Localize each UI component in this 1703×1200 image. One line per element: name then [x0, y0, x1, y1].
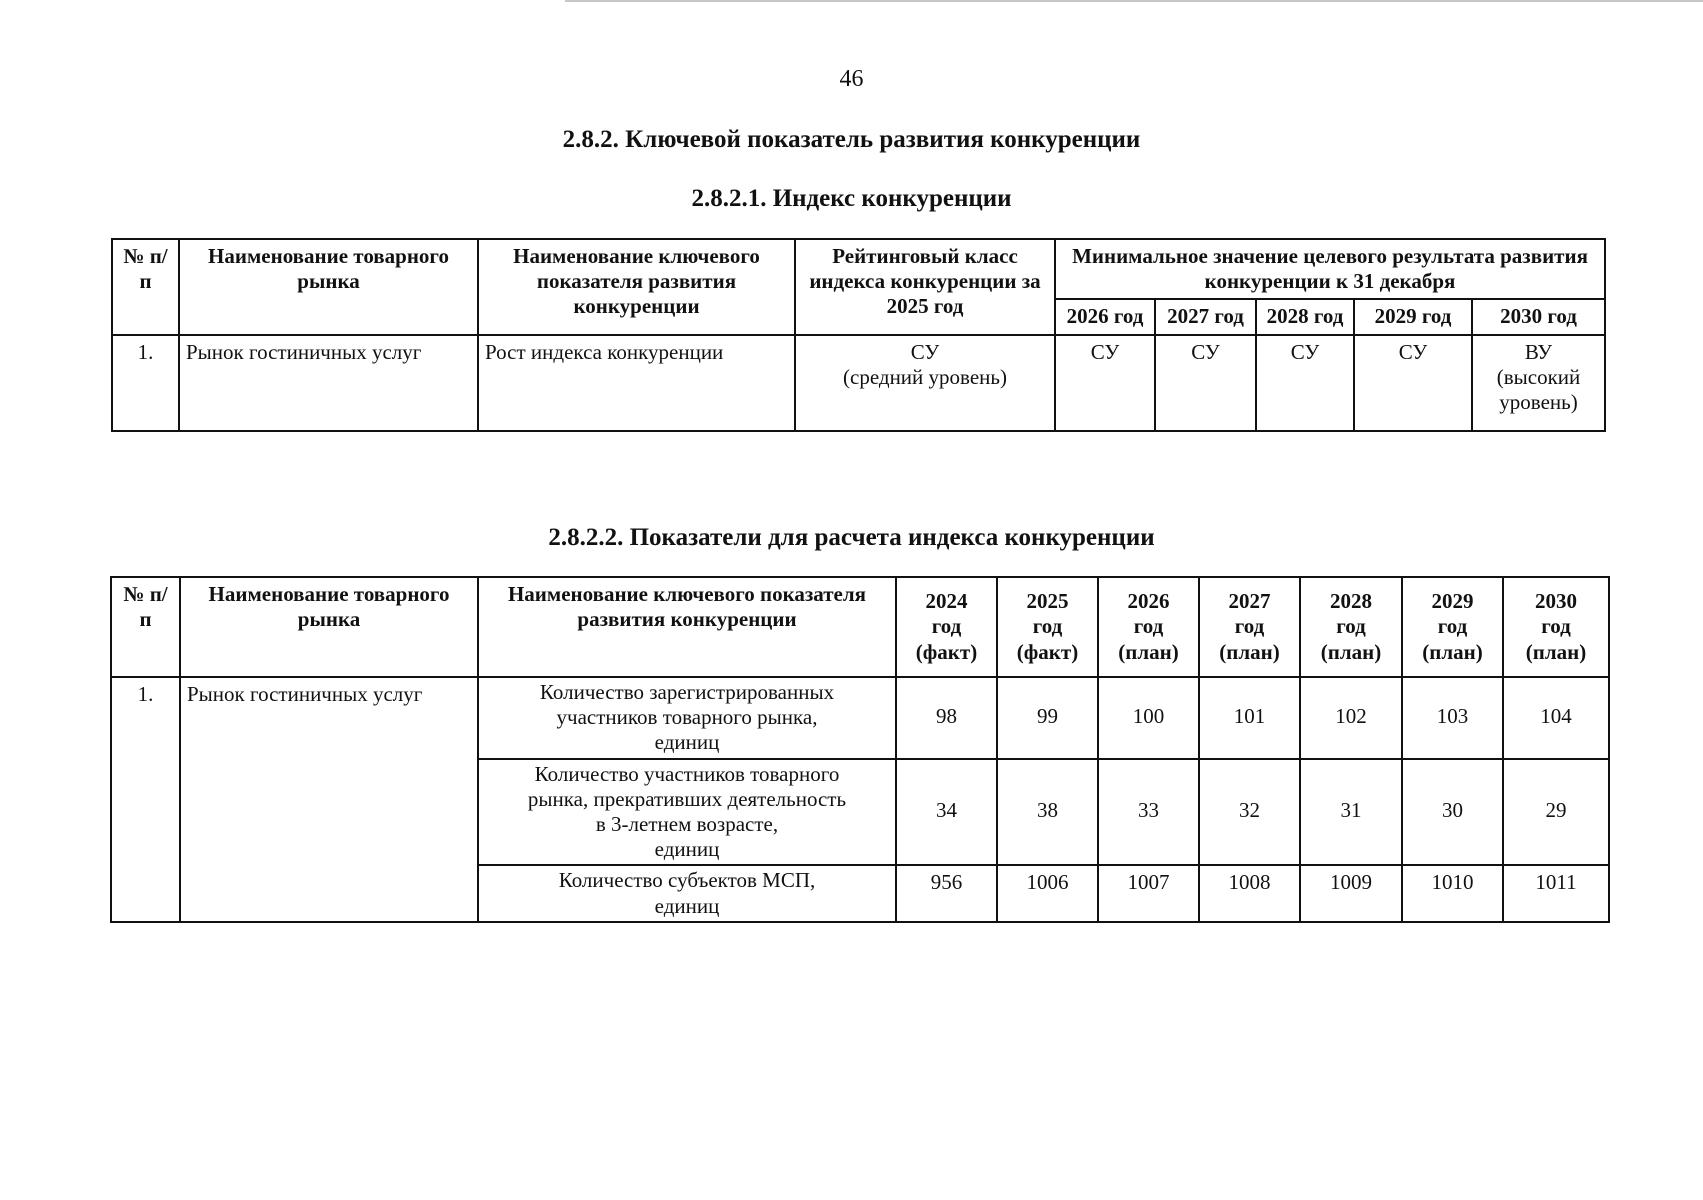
indicator-value: 33 — [1098, 759, 1199, 866]
column-header-year — [997, 577, 1098, 677]
indicator-value: 101 — [1199, 677, 1300, 759]
row-number: 1. — [112, 335, 179, 431]
indicator-value: 1011 — [1503, 865, 1609, 921]
column-header-min-value: Минимальное значение целевого результата развития конкуренции к 31 декабря — [1055, 239, 1605, 299]
column-header-indicator: Наименование ключевого показателя развития конкуренции — [478, 239, 795, 335]
column-header-year — [1402, 577, 1503, 677]
indicator-value: 100 — [1098, 677, 1199, 759]
indicator-value: 99 — [997, 677, 1098, 759]
year-label: 2026 год (план) — [1118, 589, 1179, 664]
year-label: 2024 год (факт) — [915, 589, 978, 664]
year-value: СУ — [1155, 335, 1256, 431]
indicator-value: 32 — [1199, 759, 1300, 866]
indicator-value: 38 — [997, 759, 1098, 866]
indicator-value: 1009 — [1300, 865, 1402, 921]
column-header-market: Наименование товарного рынка — [180, 577, 478, 677]
scan-edge-line — [565, 0, 1703, 2]
indicator-value: 104 — [1503, 677, 1609, 759]
year-label: 2030 год (план) — [1525, 589, 1587, 664]
year-label: 2029 год (план) — [1422, 589, 1483, 664]
indicator-value: 31 — [1300, 759, 1402, 866]
subsection-heading-competition-index: 2.8.2.1. Индекс конкуренции — [691, 185, 1012, 212]
year-label: 2027 год (план) — [1219, 589, 1280, 664]
table-row — [111, 677, 1609, 759]
column-header-year: 2030 год — [1472, 299, 1605, 334]
indicator-name: Количество участников товарного рынка, прекративших деятельность в 3-летнем возрасте, единиц — [478, 759, 896, 866]
subsection-heading-index-indicators: 2.8.2.2. Показатели для расчета индекса конкуренции — [548, 524, 1155, 551]
year-value: СУ — [1354, 335, 1472, 431]
year-label: 2028 год (план) — [1320, 589, 1382, 664]
table-row — [112, 335, 1605, 431]
indicator-value: 34 — [896, 759, 997, 866]
indicator-name: Количество зарегистрированных участников товарного рынка, единиц — [478, 677, 896, 759]
column-header-rating-class: Рейтинговый класс индекса конкуренции за 2025 год — [795, 239, 1055, 335]
row-number: 1. — [111, 677, 180, 922]
column-header-year — [1199, 577, 1300, 677]
page-number: 46 — [839, 66, 864, 92]
rating-class-value: СУ (средний уровень) — [795, 335, 1055, 431]
indicator-value: 1006 — [997, 865, 1098, 921]
table-header-row — [112, 239, 1605, 299]
indicator-value: 102 — [1300, 677, 1402, 759]
indicator-name: Количество субъектов МСП, единиц — [478, 865, 896, 921]
table-header-row — [111, 577, 1609, 677]
indicator-value: 1010 — [1402, 865, 1503, 921]
indicator-value: 956 — [896, 865, 997, 921]
indicator-value: 103 — [1402, 677, 1503, 759]
section-heading: 2.8.2. Ключевой показатель развития конкуренции — [562, 126, 1141, 153]
column-header-year — [896, 577, 997, 677]
year-label: 2025 год (факт) — [1016, 589, 1079, 664]
column-header-indicator: Наименование ключевого показателя развития конкуренции — [478, 577, 896, 677]
year-value: СУ — [1055, 335, 1155, 431]
column-header-number: № п/п — [111, 577, 180, 677]
market-name: Рынок гостиничных услуг — [180, 677, 478, 922]
column-header-year — [1300, 577, 1402, 677]
indicator-value: 98 — [896, 677, 997, 759]
indicator-value: 29 — [1503, 759, 1609, 866]
year-value: ВУ (высокий уровень) — [1472, 335, 1605, 431]
column-header-year: 2028 год — [1256, 299, 1354, 334]
year-value: СУ — [1256, 335, 1354, 431]
indicator-value: 30 — [1402, 759, 1503, 866]
indicator-value: 1007 — [1098, 865, 1199, 921]
indicator-name: Рост индекса конкуренции — [478, 335, 795, 431]
column-header-year: 2026 год — [1055, 299, 1155, 334]
column-header-market: Наименование товарного рынка — [179, 239, 478, 335]
column-header-year — [1503, 577, 1609, 677]
competition-index-table — [111, 238, 1606, 432]
indicator-value: 1008 — [1199, 865, 1300, 921]
column-header-year: 2029 год — [1354, 299, 1472, 334]
column-header-year — [1098, 577, 1199, 677]
index-indicators-table — [110, 576, 1610, 923]
column-header-number: № п/п — [112, 239, 179, 335]
column-header-year: 2027 год — [1155, 299, 1256, 334]
market-name: Рынок гостиничных услуг — [179, 335, 478, 431]
